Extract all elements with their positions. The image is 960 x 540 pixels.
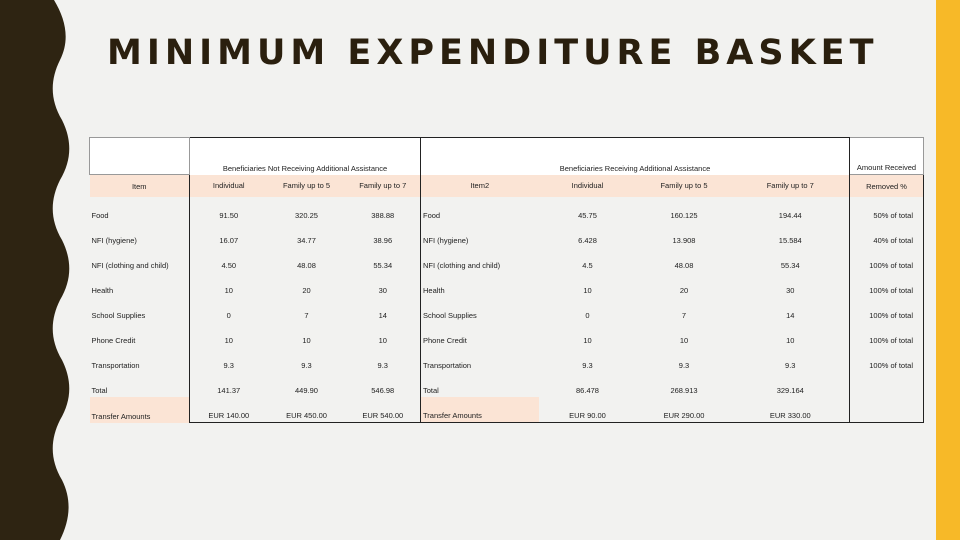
cell-family-5: 9.3 xyxy=(301,361,312,370)
col-header-removed-pct: Removed % xyxy=(850,175,924,198)
cell-removed-pct: 100% of total xyxy=(850,347,924,372)
cell-family-7: 546.98 xyxy=(371,386,395,395)
table-row xyxy=(90,372,924,397)
cell-item: Total xyxy=(91,386,108,395)
cell-item: Food xyxy=(91,211,109,220)
cell-family-5: 20 xyxy=(302,286,311,295)
cell-family-5-2: 10 xyxy=(679,336,689,345)
table-row xyxy=(90,247,924,272)
decorative-left-band xyxy=(0,0,70,540)
cell-item: Health xyxy=(91,286,114,295)
cell-removed-pct xyxy=(850,372,924,397)
table-row xyxy=(90,272,924,297)
cell-individual: 4.50 xyxy=(190,247,268,272)
cell-family-5-2: 9.3 xyxy=(678,361,690,370)
cell-item: Transportation xyxy=(91,361,140,370)
group-receiving-label: Beneficiaries Receiving Additional Assistance xyxy=(421,138,850,175)
cell-individual: 16.07 xyxy=(190,222,268,247)
amount-received-label: Amount Received xyxy=(850,138,924,175)
cell-family-7-2: 55.34 xyxy=(732,247,850,272)
table-row xyxy=(90,222,924,247)
cell-family-5-2: 13.908 xyxy=(672,236,696,245)
cell-individual: 0 xyxy=(190,297,268,322)
cell-individual-2: 10 xyxy=(583,286,592,295)
cell-family-7: 55.34 xyxy=(373,261,393,270)
table-row xyxy=(90,297,924,322)
cell-family-7-2: 30 xyxy=(732,272,850,297)
cell-individual-2: EUR 90.00 xyxy=(539,397,637,423)
cell-individual: 10 xyxy=(190,272,268,297)
cell-item2: Food xyxy=(421,197,539,222)
cell-individual: EUR 140.00 xyxy=(190,397,268,423)
cell-family-7-2: 10 xyxy=(732,322,850,347)
cell-individual-2: 4.5 xyxy=(582,261,593,270)
cell-item2: Phone Credit xyxy=(421,322,539,347)
cell-family-7-2: 14 xyxy=(732,297,850,322)
cell-individual-2: 45.75 xyxy=(578,211,597,220)
col-header-item: Item xyxy=(90,175,190,198)
cell-family-5: 48.08 xyxy=(297,261,316,270)
col-header-family-7-2: Family up to 7 xyxy=(732,175,850,198)
cell-family-7: 9.3 xyxy=(377,361,388,370)
cell-individual-2: 0 xyxy=(585,311,590,320)
cell-individual-2: 86.478 xyxy=(576,386,599,395)
expenditure-table xyxy=(89,137,924,423)
cell-family-7: EUR 540.00 xyxy=(346,397,421,423)
cell-family-7: 388.88 xyxy=(371,211,395,220)
cell-family-7: 30 xyxy=(378,286,387,295)
table-row xyxy=(90,347,924,372)
table-row xyxy=(90,322,924,347)
cell-individual-2: 10 xyxy=(583,336,592,345)
cell-item2: Transportation xyxy=(421,347,539,372)
cell-family-5-2: EUR 290.00 xyxy=(637,397,732,423)
cell-removed-pct: 100% of total xyxy=(850,247,924,272)
blank-header-cell xyxy=(90,138,190,175)
cell-family-7-2: EUR 330.00 xyxy=(732,397,850,423)
cell-family-7-2: 9.3 xyxy=(732,347,850,372)
cell-family-5-2: 7 xyxy=(681,311,687,320)
expenditure-table-container xyxy=(89,137,923,423)
cell-item: Transfer Amounts xyxy=(90,397,190,423)
cell-family-5: 10 xyxy=(302,336,311,345)
cell-family-5-2: 160.125 xyxy=(670,211,698,220)
cell-removed-pct: 100% of total xyxy=(850,272,924,297)
cell-individual: 141.37 xyxy=(190,372,268,397)
col-header-family-5-2: Family up to 5 xyxy=(637,175,732,198)
cell-removed-pct: 100% of total xyxy=(850,297,924,322)
cell-item2: Total xyxy=(421,372,539,397)
cell-family-5: EUR 450.00 xyxy=(268,397,346,423)
col-header-individual: Individual xyxy=(190,175,268,198)
cell-family-5: 449.90 xyxy=(295,386,318,395)
cell-removed-pct: 40% of total xyxy=(850,222,924,247)
cell-family-7-2: 329.164 xyxy=(732,372,850,397)
cell-item2: School Supplies xyxy=(421,297,539,322)
cell-family-5-2: 268.913 xyxy=(670,386,698,395)
col-header-family-5: Family up to 5 xyxy=(268,175,346,198)
cell-individual: 91.50 xyxy=(190,197,268,222)
col-header-family-7: Family up to 7 xyxy=(346,175,421,198)
cell-item: NFI (clothing and child) xyxy=(91,261,169,270)
cell-family-5: 7 xyxy=(304,311,309,320)
cell-item2: Transfer Amounts xyxy=(421,397,539,423)
cell-family-7-2: 15.584 xyxy=(732,222,850,247)
decorative-right-band xyxy=(936,0,960,540)
table-row xyxy=(90,197,924,222)
cell-item: NFI (hygiene) xyxy=(91,236,137,245)
cell-individual: 10 xyxy=(190,322,268,347)
col-header-item2: Item2 xyxy=(421,175,539,198)
column-header-row xyxy=(90,175,924,198)
cell-removed-pct xyxy=(850,397,924,423)
group-header-row xyxy=(90,138,924,175)
cell-family-5-2: 48.08 xyxy=(674,261,694,270)
cell-individual-2: 9.3 xyxy=(582,361,593,370)
col-header-individual-2: Individual xyxy=(539,175,637,198)
cell-family-7: 14 xyxy=(378,311,387,320)
cell-removed-pct: 100% of total xyxy=(850,322,924,347)
cell-family-7: 10 xyxy=(378,336,387,345)
cell-family-5: 34.77 xyxy=(297,236,316,245)
cell-removed-pct: 50% of total xyxy=(850,197,924,222)
cell-item2: NFI (hygiene) xyxy=(421,222,539,247)
cell-individual: 9.3 xyxy=(190,347,268,372)
group-not-receiving-label: Beneficiaries Not Receiving Additional Assistance xyxy=(190,138,421,175)
cell-family-5-2: 20 xyxy=(679,286,689,295)
cell-family-5: 320.25 xyxy=(295,211,318,220)
cell-item: School Supplies xyxy=(91,311,146,320)
cell-item2: NFI (clothing and child) xyxy=(421,247,539,272)
cell-family-7-2: 194.44 xyxy=(732,197,850,222)
cell-individual-2: 6.428 xyxy=(578,236,597,245)
table-row xyxy=(90,397,924,423)
cell-item: Phone Credit xyxy=(91,336,136,345)
cell-family-7: 38.96 xyxy=(373,236,393,245)
cell-item2: Health xyxy=(421,272,539,297)
page-title: MINIMUM EXPENDITURE BASKET xyxy=(107,33,879,73)
